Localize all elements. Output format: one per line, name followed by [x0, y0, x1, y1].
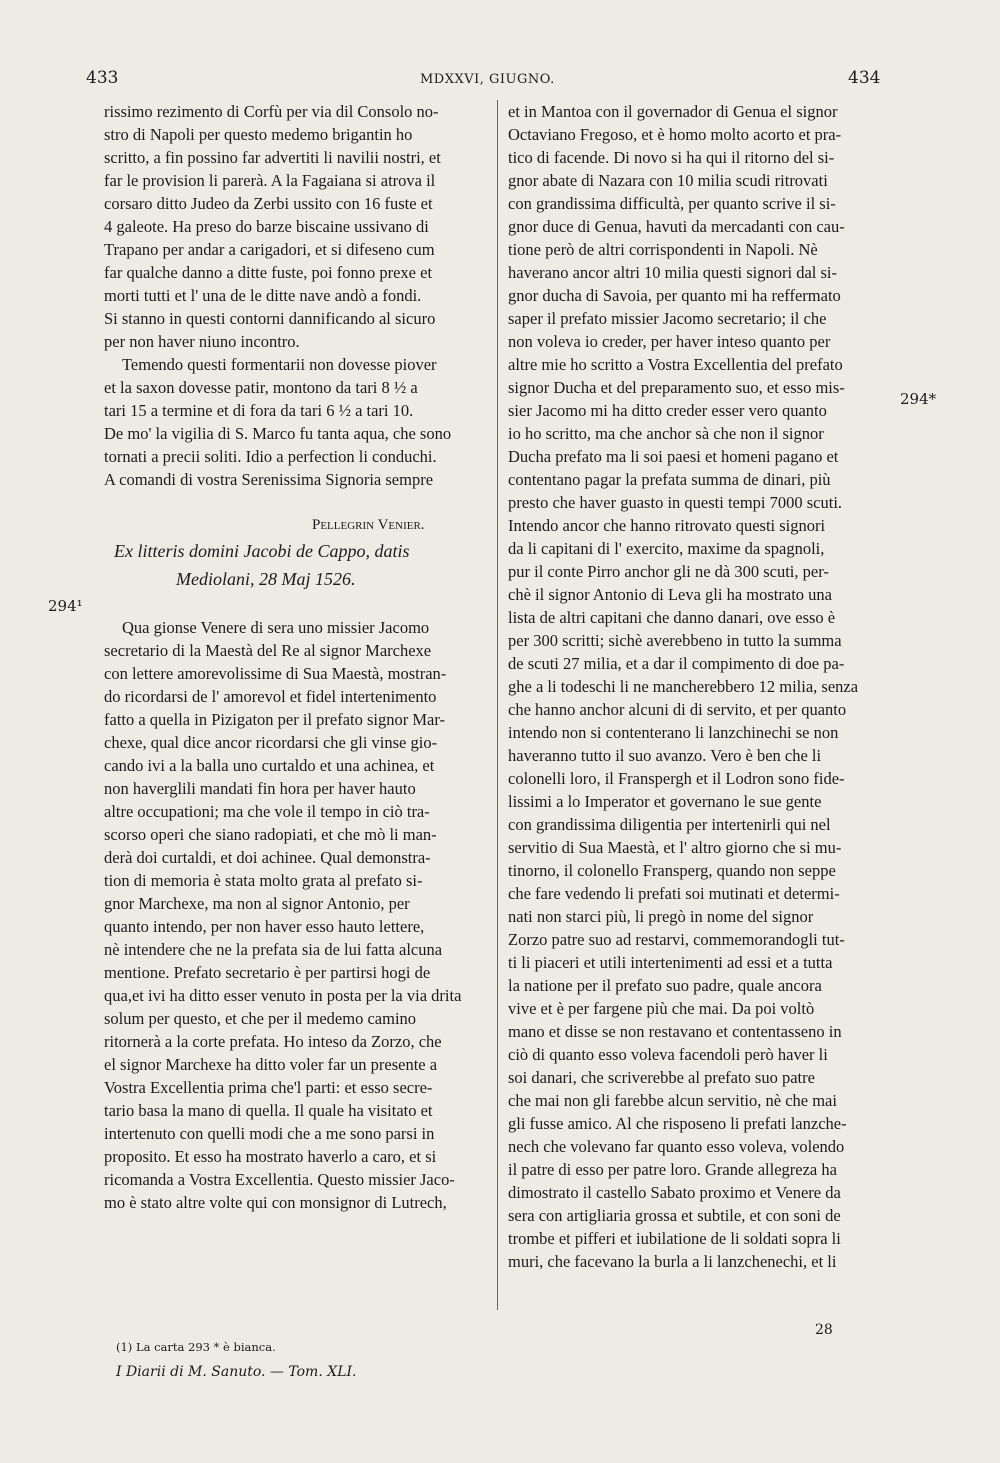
text-line: trombe et pifferi et iubilatione de li soldati sopra li — [508, 1229, 841, 1248]
paragraph-1 — [104, 100, 490, 353]
text-line: altre mie ho scritto a Vostra Excellentia del prefato — [508, 355, 843, 374]
text-line: per non haver niuno incontro. — [104, 332, 300, 351]
text-line: nè intendere che ne la prefata sia de lui fatta alcuna — [104, 940, 443, 959]
section-heading-date: Mediolani, 28 Maj 1526. — [176, 569, 356, 589]
text-line: con lettere amorevolissime di Sua Maestà, mostran- — [104, 664, 447, 683]
text-line: tario basa la mano di quella. Il quale ha visitato et — [104, 1101, 433, 1120]
text-line: haveranno tutto il suo avanzo. Vero è ben che li — [508, 746, 822, 765]
text-line: Temendo questi formentarii non dovesse piover — [122, 355, 437, 374]
text-line: ricomanda a Vostra Excellentia. Questo missier Jaco- — [104, 1170, 455, 1189]
text-line: gnor abate di Nazara con 10 milia scudi ritrovati — [508, 171, 828, 190]
text-line: ghe a li todeschi li ne mancherebbero 12 milia, senza — [508, 677, 859, 696]
text-line: colonelli loro, il Franspergh et il Lodron sono fide- — [508, 769, 845, 788]
text-line: con grandissima diligentia per intertenirli qui nel — [508, 815, 831, 834]
text-line: Intendo ancor che hanno ritrovato questi signori — [508, 516, 826, 535]
text-line: il patre di esso per patre loro. Grande allegreza ha — [508, 1160, 837, 1179]
text-line: non haverglili mandati fin hora per haver hauto — [104, 779, 416, 798]
text-line: Octaviano Fregoso, et è homo molto acorto et pra- — [508, 125, 842, 144]
text-line: chè il signor Antonio di Leva gli ha mostrato una — [508, 585, 832, 604]
text-line: cando ivi a la balla uno curtaldo et una achinea, et — [104, 756, 435, 775]
text-line: scorso operi che siano radopiati, et che mò li man- — [104, 825, 437, 844]
text-line: nati non starci più, li pregò in nome del signor — [508, 907, 814, 926]
text-line: Zorzo patre suo ad restarvi, commemorandogli tut- — [508, 930, 845, 949]
text-line: lista de altri capitani che danno danari, ove esso è — [508, 608, 836, 627]
signature: Pellegrin Venier. — [312, 517, 425, 533]
text-line: saper il prefato missier Jacomo secretario; il che — [508, 309, 827, 328]
text-line: proposito. Et esso ha mostrato haverlo a caro, et si — [104, 1147, 437, 1166]
text-line: soi danari, che scriverebbe al prefato suo patre — [508, 1068, 815, 1087]
text-line: el signor Marchexe ha ditto voler far un presente a — [104, 1055, 438, 1074]
sheet-number: 28 — [815, 1322, 833, 1338]
text-line: scritto, a fin possino far advertiti li navilii nostri, et — [104, 148, 441, 167]
text-line: quanto intendo, per non haver esso hauto lettere, — [104, 917, 425, 936]
text-line: contentano pagar la prefata summa de dinari, più — [508, 470, 831, 489]
text-line: do ricordarsi de l' amorevol et fidel intertenimento — [104, 687, 437, 706]
text-line: haverano ancor altri 10 milia questi signori dal si- — [508, 263, 837, 282]
text-line: sera con artigliaria grossa et subtile, et con soni de — [508, 1206, 841, 1225]
text-line: rissimo rezimento di Corfù per via dil Consolo no- — [104, 102, 439, 121]
text-line: che fare vedendo li prefati soi mutinati et determi- — [508, 884, 840, 903]
text-line: dimostrato il castello Sabato proximo et Venere da — [508, 1183, 841, 1202]
right-page-number: 434 — [848, 68, 881, 88]
text-line: morti tutti et l' una de le ditte nave andò a fondi. — [104, 286, 422, 305]
text-line: signor Ducha et del preparamento suo, et esso mis- — [508, 378, 845, 397]
column-divider — [497, 100, 498, 1310]
text-line: tornati a precii soliti. Idio a perfection li conduchi. — [104, 447, 437, 466]
text-line: De mo' la vigilia di S. Marco fu tanta aqua, che sono — [104, 424, 452, 443]
text-line: et in Mantoa con il governador di Genua el signor — [508, 102, 838, 121]
margin-note-left: 294¹ — [48, 597, 83, 615]
text-line: mo è stato altre volte qui con monsignor di Lutrech, — [104, 1193, 447, 1212]
text-line: solum per questo, et che per il medemo camino — [104, 1009, 417, 1028]
text-line: mano et disse se non restavano et contentasseno in — [508, 1022, 842, 1041]
text-line: corsaro ditto Judeo da Zerbi ussito con 16 fuste et — [104, 194, 433, 213]
running-title: MDXXVI, GIUGNO. — [420, 72, 555, 87]
text-line: mentione. Prefato secretario è per partirsi hogi de — [104, 963, 431, 982]
text-line: pur il conte Pirro anchor gli ne dà 300 scuti, per- — [508, 562, 829, 581]
text-line: da li capitani di l' exercito, maxime da spagnoli, — [508, 539, 825, 558]
text-line: gnor ducha di Savoia, per quanto mi ha reffermato — [508, 286, 841, 305]
text-line: tione però de altri corrispondenti in Napoli. Nè — [508, 240, 818, 259]
paragraph-2 — [104, 353, 490, 491]
text-line: presto che haver guasto in questi tempi 7000 scuti. — [508, 493, 843, 512]
text-line: altre occupationi; ma che vole il tempo in ciò tra- — [104, 802, 430, 821]
text-line: tari 15 a termine et di fora da tari 6 ½ a tari 10. — [104, 401, 414, 420]
text-line: far qualche danno a ditte fuste, poi fonno prexe et — [104, 263, 433, 282]
text-line: tico di facende. Di novo si ha qui il ritorno del si- — [508, 148, 835, 167]
text-line: intertenuto con quelli modi che a me sono parsi in — [104, 1124, 435, 1143]
left-column — [104, 100, 490, 1214]
text-line: stro di Napoli per questo medemo brigantin ho — [104, 125, 413, 144]
left-page-number: 433 — [86, 68, 119, 88]
text-line: Qua gionse Venere di sera uno missier Jacomo — [122, 618, 430, 637]
text-line: nech che volevano far quanto esso voleva, volendo — [508, 1137, 845, 1156]
text-line: de scuti 27 milia, et a dar il compimento di doe pa- — [508, 654, 845, 673]
section-heading: Ex litteris domini Jacobi de Cappo, datis — [114, 541, 410, 561]
text-line: Vostra Excellentia prima che'l parti: et esso secre- — [104, 1078, 433, 1097]
text-line: ritornerà a la corte prefata. Ho inteso da Zorzo, che — [104, 1032, 442, 1051]
paragraph-3 — [104, 616, 490, 1214]
text-line: che mai non gli farebbe alcun servitio, nè che mai — [508, 1091, 837, 1110]
right-column — [508, 100, 892, 1273]
text-line: ciò di quanto esso voleva facendoli però haver li — [508, 1045, 828, 1064]
text-line: Si stanno in questi contorni dannificando al sicuro — [104, 309, 436, 328]
text-line: derà doi curtaldi, et doi achinee. Qual demonstra- — [104, 848, 431, 867]
text-line: A comandi di vostra Serenissima Signoria sempre — [104, 470, 434, 489]
text-line: gnor Marchexe, ma non al signor Antonio, per — [104, 894, 410, 913]
text-line: con grandissima difficultà, per quanto scrive il si- — [508, 194, 836, 213]
text-line: per 300 scritti; sichè averebbeno in tutto la summa — [508, 631, 842, 650]
text-line: che hanno anchor alcuni di di servito, et per quanto — [508, 700, 847, 719]
text-line: far le provision li parerà. A la Fagaiana si atrova il — [104, 171, 436, 190]
text-line: tion di memoria è stata molto grata al prefato si- — [104, 871, 423, 890]
text-line: secretario di la Maestà del Re al signor Marchexe — [104, 641, 432, 660]
text-line: vive et è per fargene più che mai. Da poi voltò — [508, 999, 815, 1018]
text-line: fatto a quella in Pizigaton per il prefato signor Mar- — [104, 710, 446, 729]
text-line: intendo non si contenterano li lanzchinechi se non — [508, 723, 839, 742]
text-line: Trapano per andar a carigadori, et si difeseno cum — [104, 240, 435, 259]
margin-note-right: 294* — [900, 390, 937, 408]
publication-credit: I Diarii di M. Sanuto. — Tom. XLI. — [116, 1364, 357, 1380]
text-line: qua,et ivi ha ditto esser venuto in posta per la via drita — [104, 986, 462, 1005]
text-line: non voleva io creder, per haver inteso quanto per — [508, 332, 831, 351]
text-line: io ho scritto, ma che anchor sà che non il signor — [508, 424, 824, 443]
text-line: gli fusse amico. Al che risposeno li prefati lanzche- — [508, 1114, 847, 1133]
text-line: Ducha prefato ma li soi paesi et homeni pagano et — [508, 447, 839, 466]
text-line: ti li piaceri et utili intertenimenti ad essi et a tutta — [508, 953, 833, 972]
text-line: 4 galeote. Ha preso do barze biscaine ussivano di — [104, 217, 429, 236]
footnote: (1) La carta 293 * è bianca. — [116, 1340, 276, 1354]
text-line: gnor duce di Genua, havuti da mercadanti con cau- — [508, 217, 845, 236]
text-line: lissimi a lo Imperator et governano le sue gente — [508, 792, 822, 811]
text-line: tinorno, il colonello Fransperg, quando non seppe — [508, 861, 836, 880]
text-line: la natione per il prefato suo padre, quale ancora — [508, 976, 822, 995]
text-line: servitio di Sua Maestà, et l' altro giorno che si mu- — [508, 838, 842, 857]
text-line: chexe, qual dice ancor ricordarsi che gli vinse gio- — [104, 733, 438, 752]
text-line: sier Jacomo mi ha ditto creder esser vero quanto — [508, 401, 827, 420]
text-line: et la saxon dovesse patir, montono da tari 8 ½ a — [104, 378, 418, 397]
text-line: muri, che facevano la burla a li lanzchenechi, et li — [508, 1252, 837, 1271]
